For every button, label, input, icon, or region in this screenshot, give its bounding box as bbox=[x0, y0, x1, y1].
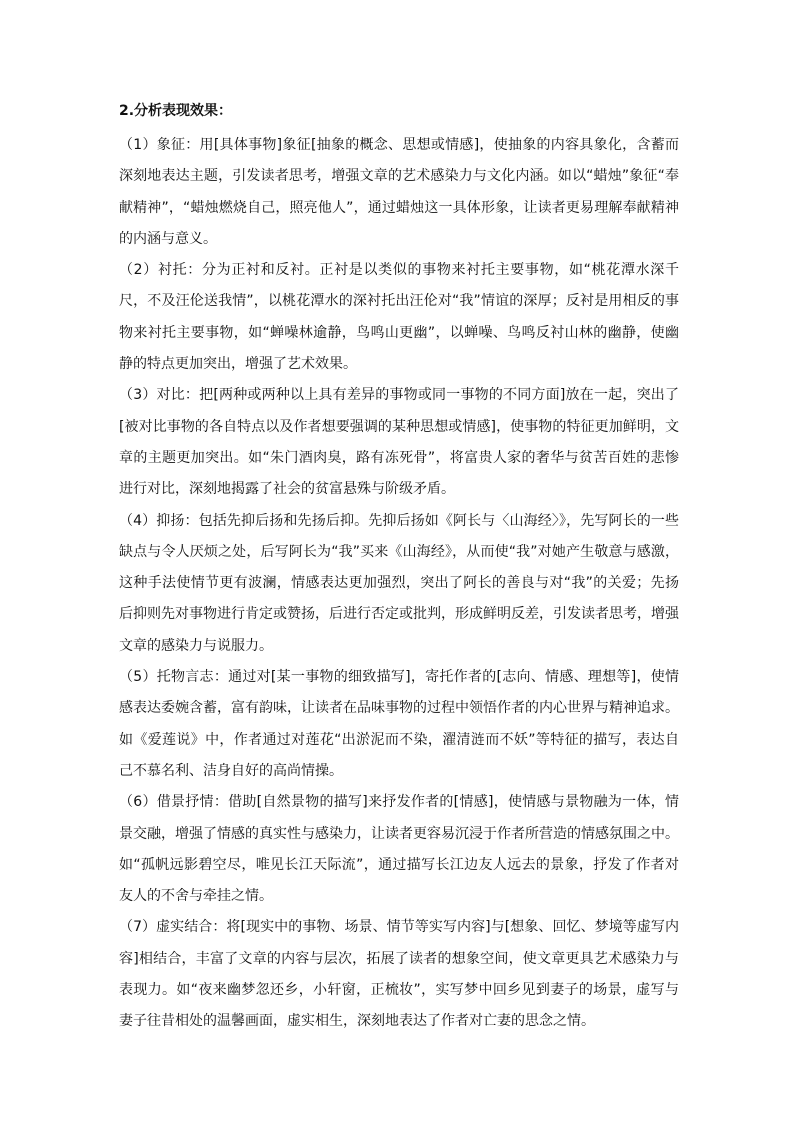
section-heading: 2.分析表现效果： bbox=[119, 103, 233, 119]
paragraph-object-aspiration: （5）托物言志：通过对[某一事物的细致描写]，寄托作者的[志向、情感、理想等]，使情感表达委婉含蓄，富有韵味，让读者在品味事物的过程中领悟作者的内心世界与精神追求。如《爱莲说》中，作者通过对莲花“出淤泥而不染，濯清涟而不妖”等特征的描写，表达自己不慕名利、洁身自好的高尚情操。 bbox=[119, 669, 679, 779]
paragraph-scenery-emotion: （6）借景抒情：借助[自然景物的描写]来抒发作者的[情感]，使情感与景物融为一体，情景交融，增强了情感的真实性与感染力，让读者更容易沉浸于作者所营造的情感氛围之中。如“孤帆远影碧空尽，唯见长江天际流”，通过描写长江边友人远去的景象，抒发了作者对友人的不舍与牵挂之情。 bbox=[119, 794, 679, 905]
paragraph-symbolism: （1）象征：用[具体事物]象征[抽象的概念、思想或情感]，使抽象的内容具象化，含蓄而深刻地表达主题，引发读者思考，增强文章的艺术感染力与文化内涵。如以“蜡烛”象征“奉献精神”，“蜡烛燃烧自己，照亮他人”，通过蜡烛这一具体形象，让读者更易理解奉献精神的内涵与意义。 bbox=[119, 137, 679, 247]
paragraph-restraint-praise: （4）抑扬：包括先抑后扬和先扬后抑。先抑后扬如《阿长与〈山海经〉》，先写阿长的一些缺点与令人厌烦之处，后写阿长为“我”买来《山海经》，从而使“我”对她产生敬意与感激，这种手法使情节更有波澜，情感表达更加强烈，突出了阿长的善良与对“我”的关爱；先扬后抑则先对事物进行肯定或赞扬，后进行否定或批判，形成鲜明反差，引发读者思考，增强文章的感染力与说服力。 bbox=[119, 512, 679, 654]
document-body bbox=[119, 130, 679, 1038]
paragraph-real-imaginary: （7）虚实结合：将[现实中的事物、场景、情节等实写内容]与[想象、回忆、梦境等虚写内容]相结合，丰富了文章的内容与层次，拓展了读者的想象空间，使文章更具艺术感染力与表现力。如“夜来幽梦忽还乡，小轩窗，正梳妆”，实写梦中回乡见到妻子的场景，虚写与妻子往昔相处的温馨画面，虚实相生，深刻地表达了作者对亡妻的思念之情。 bbox=[119, 919, 679, 1030]
paragraph-foil: （2）衬托：分为正衬和反衬。正衬是以类似的事物来衬托主要事物，如“桃花潭水深千尺，不及汪伦送我情”，以桃花潭水的深衬托出汪伦对“我”情谊的深厚；反衬是用相反的事物来衬托主要事物，如“蝉噪林逾静，鸟鸣山更幽”，以蝉噪、鸟鸣反衬山林的幽静，使幽静的特点更加突出，增强了艺术效果。 bbox=[119, 262, 679, 373]
paragraph-contrast: （3）对比：把[两种或两种以上具有差异的事物或同一事物的不同方面]放在一起，突出了[被对比事物的各自特点以及作者想要强调的某种思想或情感]，使事物的特征更加鲜明，文章的主题更加突出。如“朱门酒肉臭，路有冻死骨”，将富贵人家的奢华与贫苦百姓的悲惨进行对比，深刻地揭露了社会的贫富悬殊与阶级矛盾。 bbox=[119, 387, 679, 498]
